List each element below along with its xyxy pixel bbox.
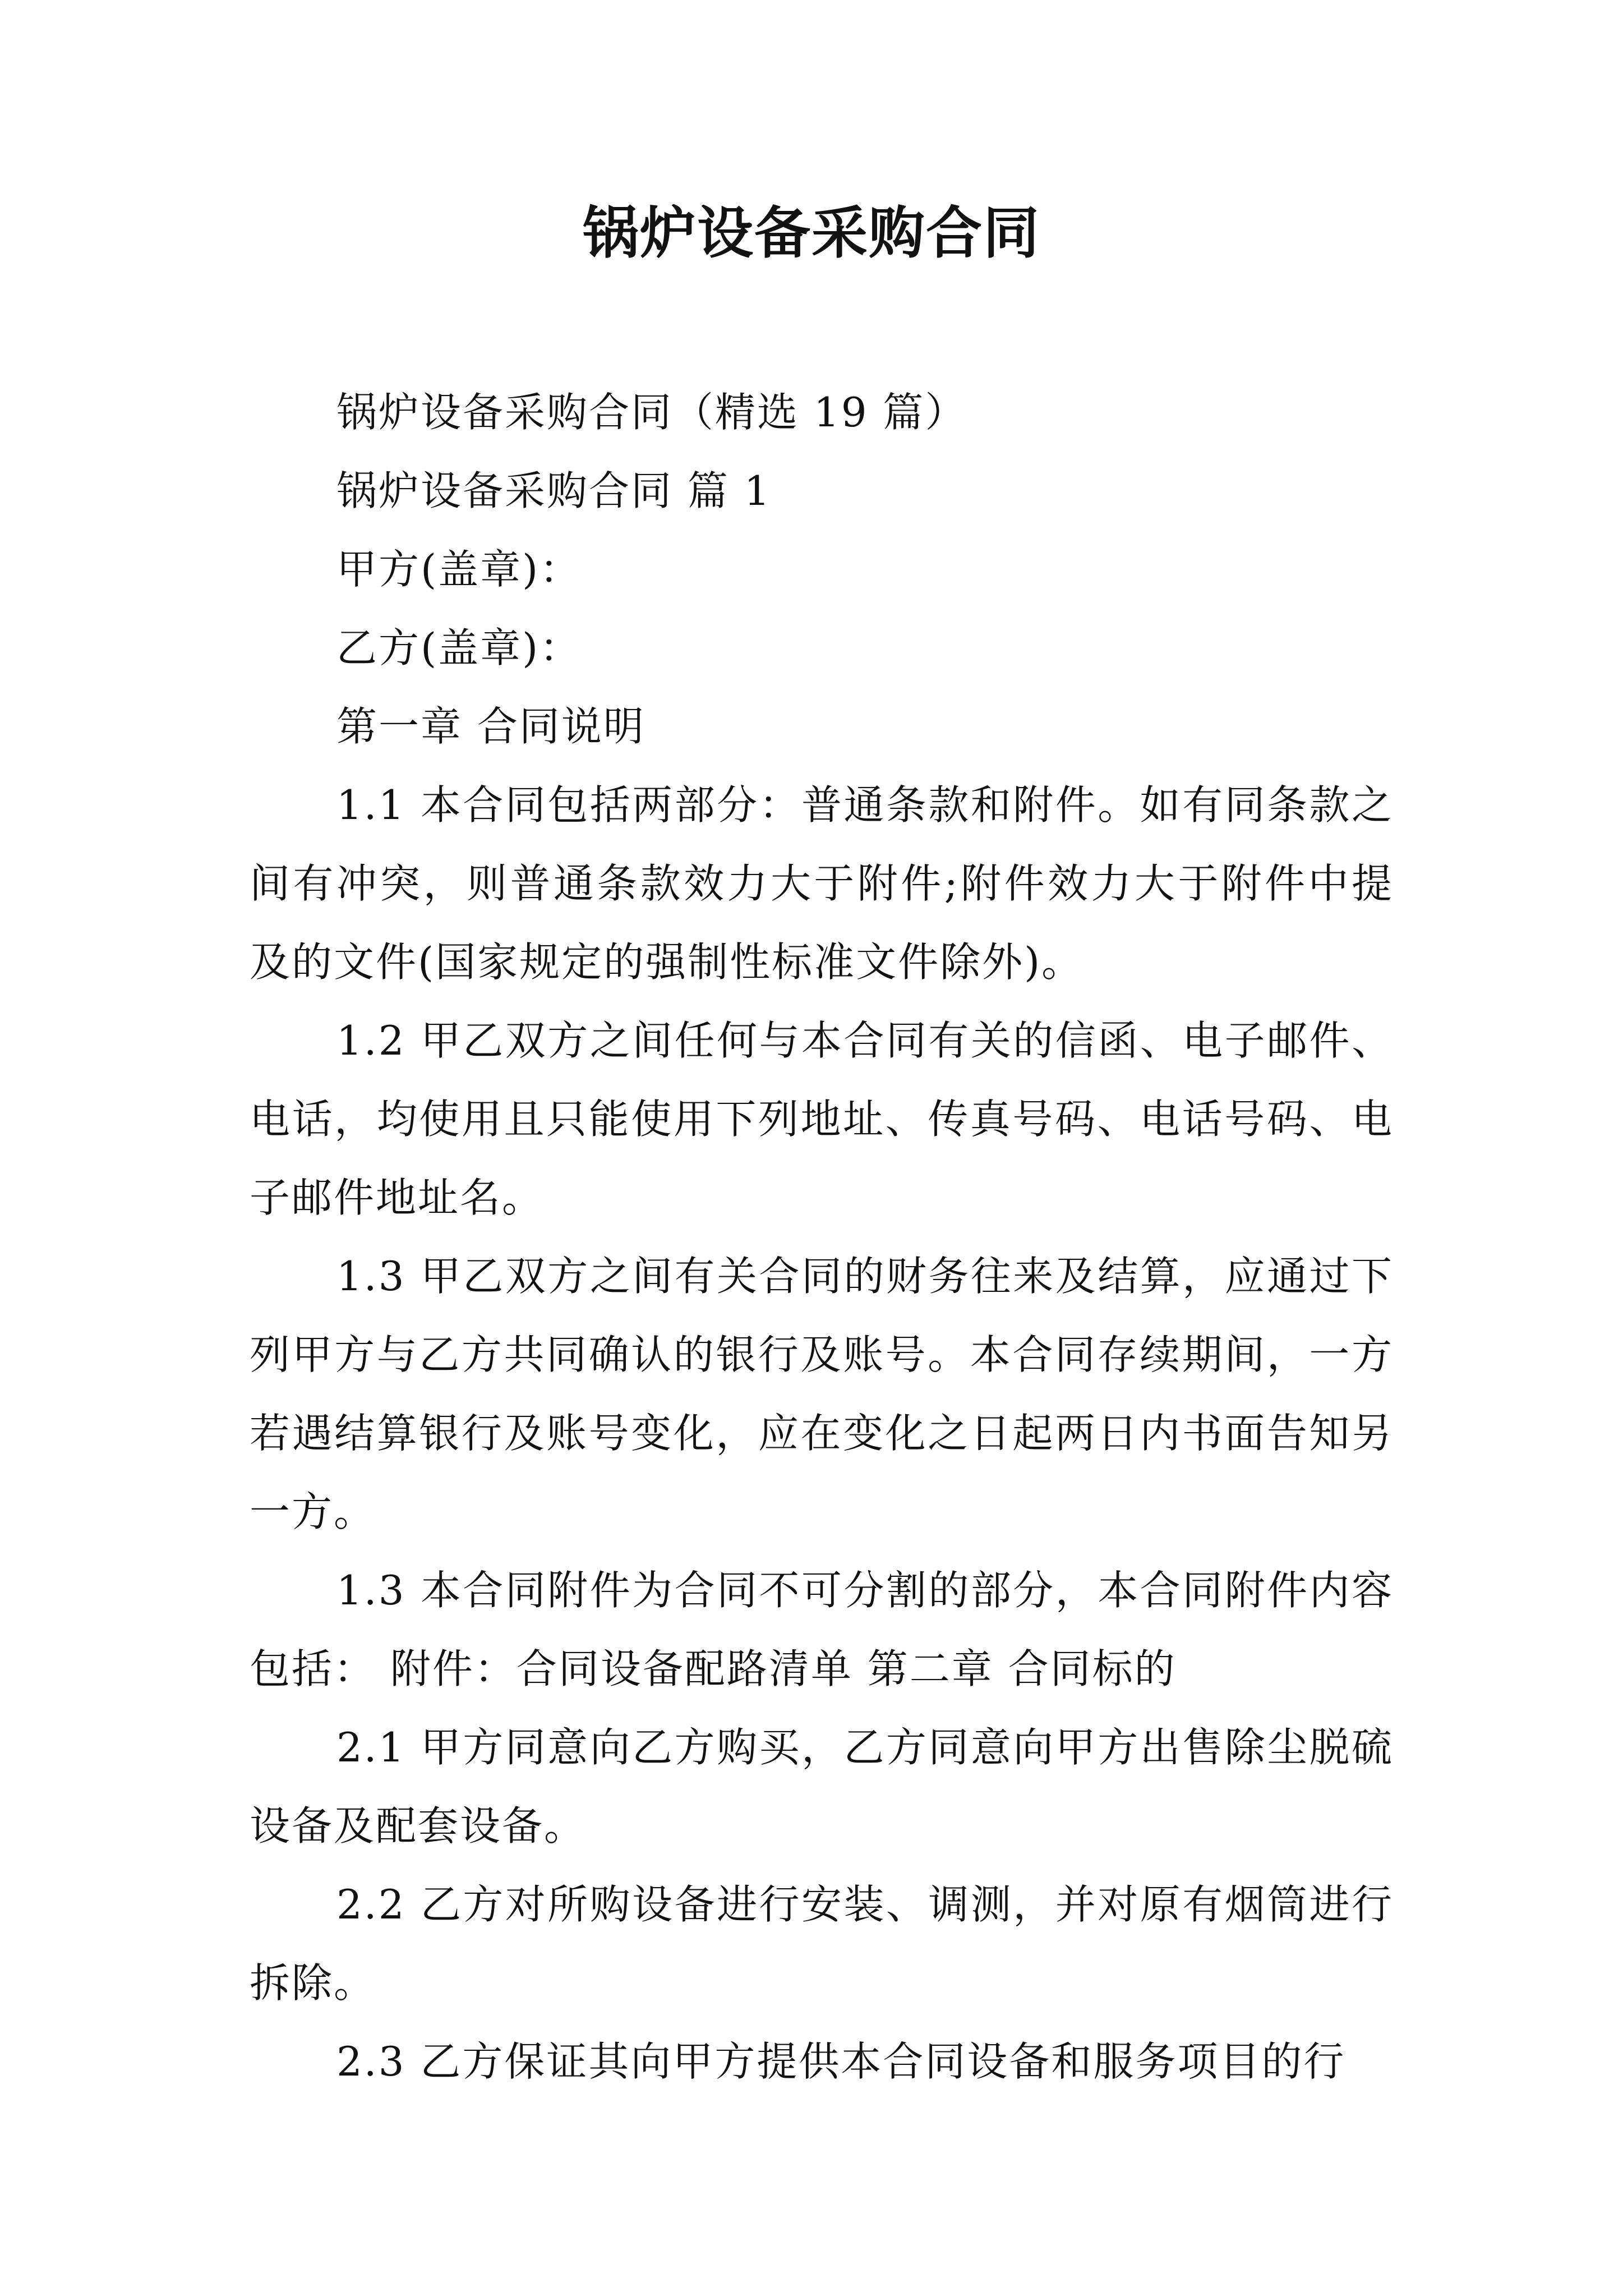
clause-2-1: 2.1 甲方同意向乙方购买，乙方同意向甲方出售除尘脱硫设备及配套设备。 xyxy=(250,1724,1394,1849)
clause-1-2: 1.2 甲乙双方之间任何与本合同有关的信函、电子邮件、电话，均使用且只能使用下列地址、传真号码、电话号码、电子邮件地址名。 xyxy=(250,1017,1394,1221)
document-title: 锅炉设备采购合同 xyxy=(583,200,1040,266)
clause-2-3: 2.3 乙方保证其向甲方提供本合同设备和服务项目的行 xyxy=(336,2038,1346,2085)
clause-1-1: 1.1 本合同包括两部分：普通条款和附件。如有同条款之间有冲突，则普通条款效力大于附件;附件效力大于附件中提及的文件(国家规定的强制性标准文件除外)。 xyxy=(250,781,1394,986)
subtitle-collection: 锅炉设备采购合同（精选 19 篇） xyxy=(336,389,967,436)
clause-1-3-attachments: 1.3 本合同附件为合同不可分割的部分，本合同附件内容包括： 附件：合同设备配路清单 第二章 合同标的 xyxy=(250,1567,1394,1692)
subtitle-part-1: 锅炉设备采购合同 篇 1 xyxy=(336,467,772,514)
clause-1-3-finance: 1.3 甲乙双方之间有关合同的财务往来及结算，应通过下列甲方与乙方共同确认的银行及账号。本合同存续期间，一方若遇结算银行及账号变化，应在变化之日起两日内书面告知另一方。 xyxy=(250,1253,1394,1535)
party-b-seal: 乙方(盖章)： xyxy=(336,624,582,671)
chapter-one-heading: 第一章 合同说明 xyxy=(336,703,645,750)
party-a-seal: 甲方(盖章)： xyxy=(336,546,582,593)
clause-2-2: 2.2 乙方对所购设备进行安装、调测，并对原有烟筒进行拆除。 xyxy=(250,1881,1394,2007)
